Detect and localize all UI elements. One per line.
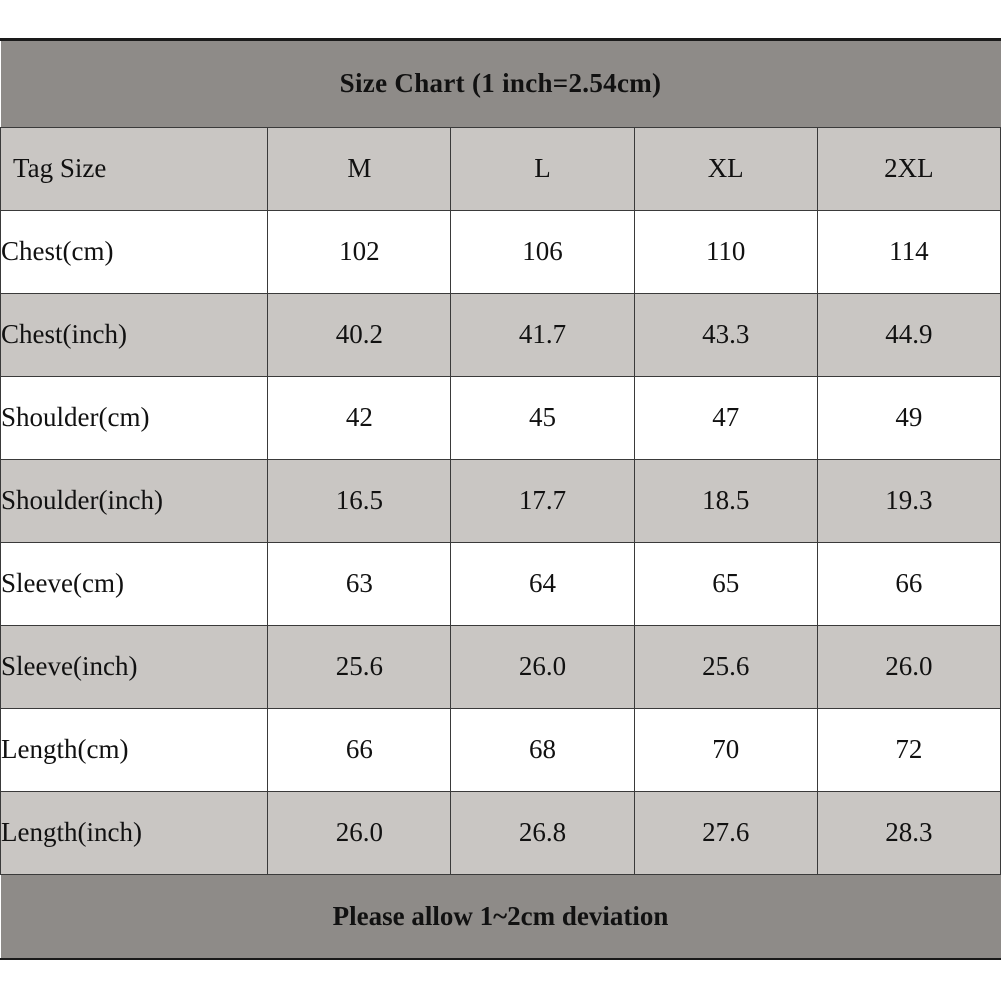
table-row [1,791,1001,874]
cell-sleeve-cm-xl: 65 [634,542,817,625]
cell-sleeve-cm-l: 64 [451,542,634,625]
table-row [1,459,1001,542]
cell-length-inch-m: 26.0 [268,791,451,874]
row-label-chest-inch: Chest(inch) [1,293,268,376]
cell-chest-cm-m: 102 [268,210,451,293]
cell-chest-cm-xl: 110 [634,210,817,293]
size-chart-container [0,38,1001,960]
cell-sleeve-inch-xl: 25.6 [634,625,817,708]
footer-row [1,874,1001,958]
cell-length-inch-2xl: 28.3 [817,791,1000,874]
row-label-length-cm: Length(cm) [1,708,268,791]
cell-shoulder-inch-2xl: 19.3 [817,459,1000,542]
cell-chest-inch-l: 41.7 [451,293,634,376]
cell-length-cm-l: 68 [451,708,634,791]
cell-shoulder-inch-xl: 18.5 [634,459,817,542]
title-row [1,41,1001,127]
table-row [1,708,1001,791]
table-row [1,625,1001,708]
cell-shoulder-cm-xl: 47 [634,376,817,459]
cell-chest-inch-xl: 43.3 [634,293,817,376]
header-size-m: M [268,127,451,210]
row-label-sleeve-cm: Sleeve(cm) [1,542,268,625]
cell-chest-inch-2xl: 44.9 [817,293,1000,376]
cell-sleeve-inch-m: 25.6 [268,625,451,708]
cell-shoulder-cm-2xl: 49 [817,376,1000,459]
cell-length-inch-xl: 27.6 [634,791,817,874]
cell-sleeve-inch-2xl: 26.0 [817,625,1000,708]
cell-shoulder-cm-m: 42 [268,376,451,459]
header-row [1,127,1001,210]
header-size-l: L [451,127,634,210]
row-label-chest-cm: Chest(cm) [1,210,268,293]
cell-chest-cm-l: 106 [451,210,634,293]
header-size-xl: XL [634,127,817,210]
cell-shoulder-inch-l: 17.7 [451,459,634,542]
size-chart-table [0,41,1001,958]
cell-length-cm-xl: 70 [634,708,817,791]
row-label-shoulder-inch: Shoulder(inch) [1,459,268,542]
cell-sleeve-cm-m: 63 [268,542,451,625]
chart-title: Size Chart (1 inch=2.54cm) [1,41,1001,127]
cell-sleeve-inch-l: 26.0 [451,625,634,708]
cell-length-inch-l: 26.8 [451,791,634,874]
row-label-sleeve-inch: Sleeve(inch) [1,625,268,708]
cell-chest-inch-m: 40.2 [268,293,451,376]
cell-length-cm-2xl: 72 [817,708,1000,791]
cell-chest-cm-2xl: 114 [817,210,1000,293]
table-row [1,376,1001,459]
header-size-2xl: 2XL [817,127,1000,210]
header-tag-size: Tag Size [1,127,268,210]
deviation-note: Please allow 1~2cm deviation [1,874,1001,958]
row-label-length-inch: Length(inch) [1,791,268,874]
row-label-shoulder-cm: Shoulder(cm) [1,376,268,459]
cell-shoulder-inch-m: 16.5 [268,459,451,542]
cell-shoulder-cm-l: 45 [451,376,634,459]
cell-sleeve-cm-2xl: 66 [817,542,1000,625]
cell-length-cm-m: 66 [268,708,451,791]
table-row [1,210,1001,293]
table-row [1,293,1001,376]
table-row [1,542,1001,625]
